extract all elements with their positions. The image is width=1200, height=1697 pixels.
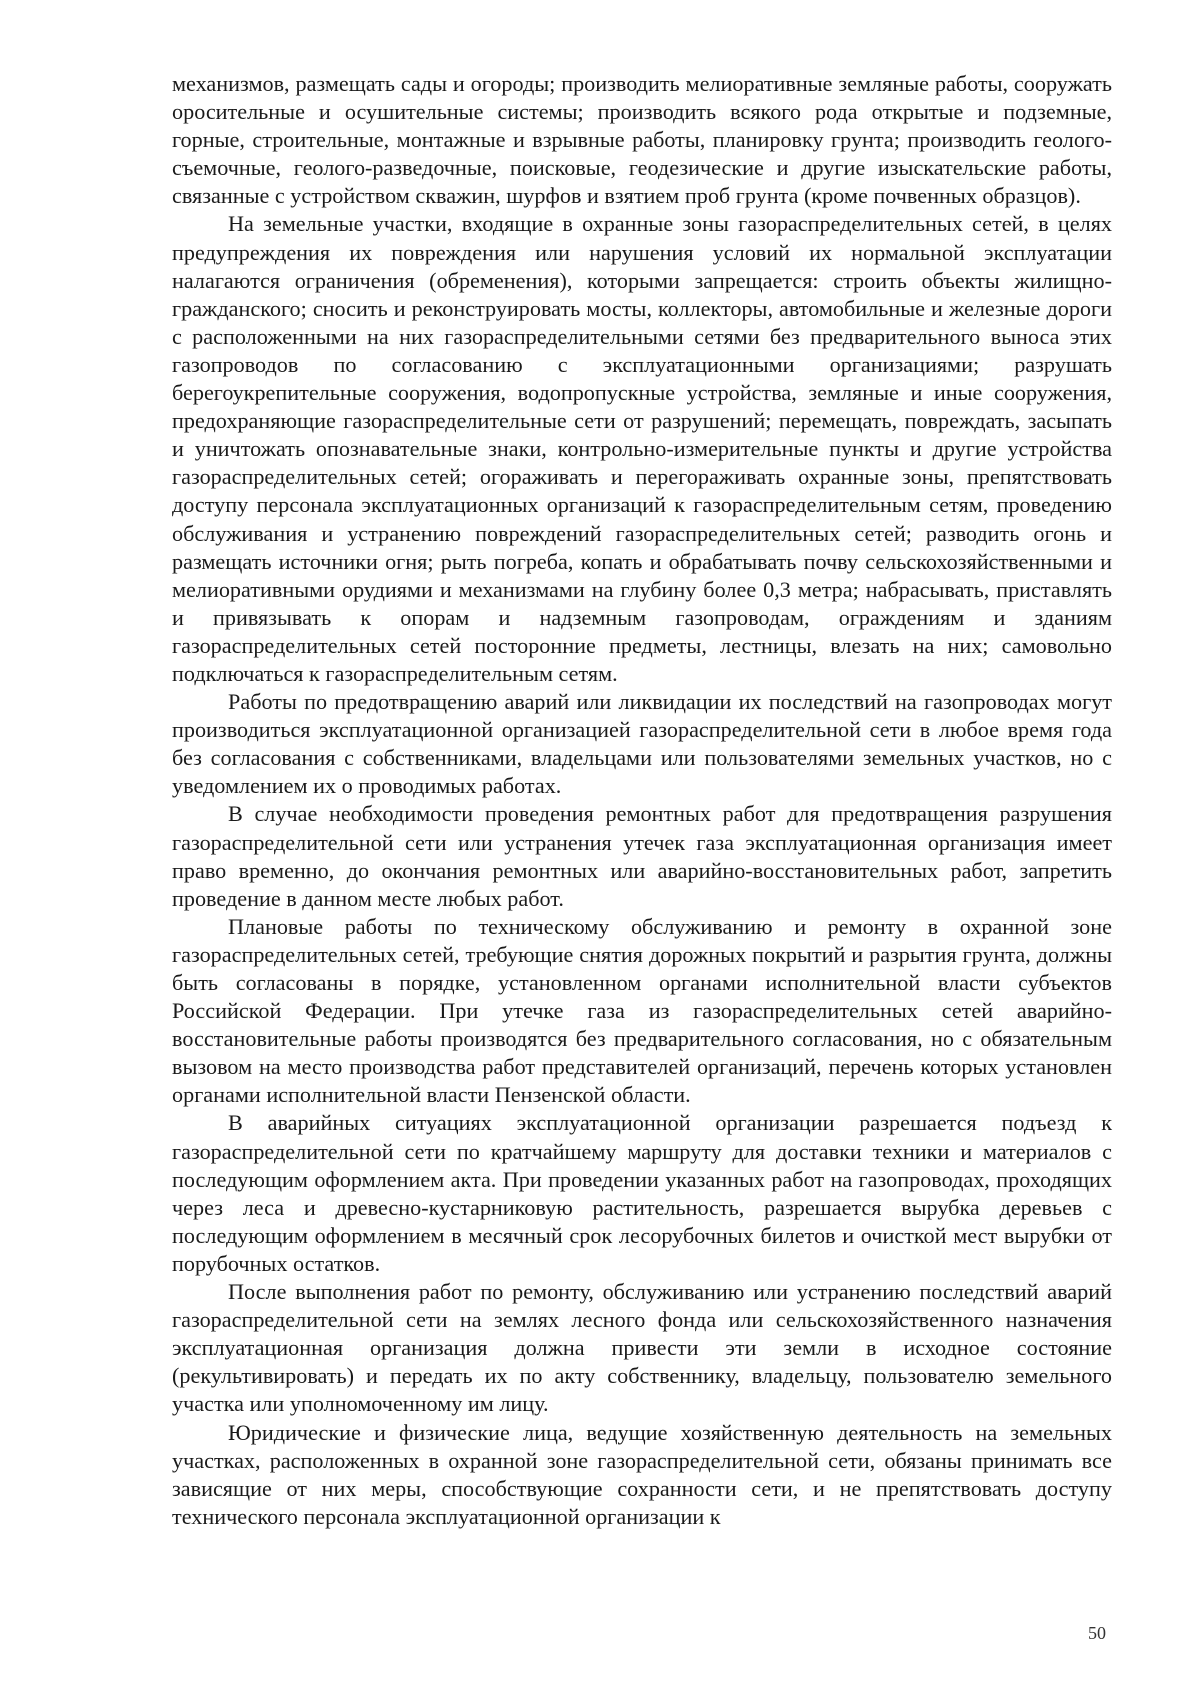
- body-text: [172, 70, 1112, 1531]
- paragraph-continuation: механизмов, размещать сады и огороды; производить мелиоративные земляные работы, сооружать оросительные и осушительные системы; производить всякого рода открытые и подземные, горные, строительные, монтажные и взрывные работы, планировку грунта; производить геолого-съемочные, геолого-разведочные, поисковые, геодезические и другие изыскательские работы, связанные с устройством скважин, шурфов и взятием проб грунта (кроме почвенных образцов).: [172, 71, 1112, 209]
- paragraph-planned-works: Плановые работы по техническому обслуживанию и ремонту в охранной зоне газораспределительных сетей, требующие снятия дорожных покрытий и разрытия грунта, должны быть согласованы в порядке, установленном органами исполнительной власти субъектов Российской Федерации. При утечке газа из газораспределительных сетей аварийно-восстановительные работы производятся без предварительного согласования, но с обязательным вызовом на место производства работ представителей организаций, перечень которых установлен органами исполнительной власти Пензенской области.: [172, 913, 1112, 1108]
- paragraph-restrictions: На земельные участки, входящие в охранные зоны газораспределительных сетей, в целях предупреждения их повреждения или нарушения условий их нормальной эксплуатации налагаются ограничения (обременения), которыми запрещается: строить объекты жилищно-гражданского; сносить и реконструировать мосты, коллекторы, автомобильные и железные дороги с расположенными на них газораспределительными сетями без предварительного выноса этих газопроводов по согласованию с эксплуатационными организациями; разрушать берегоукрепительные сооружения, водопропускные устройства, земляные и иные сооружения, предохраняющие газораспределительные сети от разрушений; перемещать, повреждать, засыпать и уничтожать опознавательные знаки, контрольно-измерительные пункты и другие устройства газораспределительных сетей; огораживать и перегораживать охранные зоны, препятствовать доступу персонала эксплуатационных организаций к газораспределительным сетям, проведению обслуживания и устранению повреждений газораспределительных сетей; разводить огонь и размещать источники огня; рыть погреба, копать и обрабатывать почву сельскохозяйственными и мелиоративными орудиями и механизмами на глубину более 0,3 метра; набрасывать, приставлять и привязывать к опорам и надземным газопроводам, ограждениям и зданиям газораспределительных сетей посторонние предметы, лестницы, влезать на них; самовольно подключаться к газораспределительным сетям.: [172, 211, 1112, 686]
- paragraph-land-restoration: После выполнения работ по ремонту, обслуживанию или устранению последствий аварий газораспределительной сети на землях лесного фонда или сельскохозяйственного назначения эксплуатационная организация должна привести эти земли в исходное состояние (рекультивировать) и передать их по акту собственнику, владельцу, пользователю земельного участка или уполномоченному им лицу.: [172, 1279, 1112, 1417]
- paragraph-legal-entities: Юридические и физические лица, ведущие хозяйственную деятельность на земельных участках, расположенных в охранной зоне газораспределительной сети, обязаны принимать все зависящие от них меры, способствующие сохранности сети, и не препятствовать доступу технического персонала эксплуатационной организации к: [172, 1419, 1112, 1529]
- paragraph-accident-prevention: Работы по предотвращению аварий или ликвидации их последствий на газопроводах могут производиться эксплуатационной организацией газораспределительной сети в любое время года без согласования с собственниками, владельцами или пользователями земельных участков, но с уведомлением их о проводимых работах.: [172, 689, 1112, 799]
- paragraph-repair-works: В случае необходимости проведения ремонтных работ для предотвращения разрушения газораспределительной сети или устранения утечек газа эксплуатационная организация имеет право временно, до окончания ремонтных или аварийно-восстановительных работ, запретить проведение в данном месте любых работ.: [172, 801, 1112, 911]
- paragraph-emergency-situations: В аварийных ситуациях эксплуатационной организации разрешается подъезд к газораспределительной сети по кратчайшему маршруту для доставки техники и материалов с последующим оформлением акта. При проведении указанных работ на газопроводах, проходящих через леса и древесно-кустарниковую растительность, разрешается вырубка деревьев с последующим оформлением в месячный срок лесорубочных билетов и очисткой мест вырубки от порубочных остатков.: [172, 1110, 1112, 1276]
- page-number: 50: [1088, 1623, 1106, 1643]
